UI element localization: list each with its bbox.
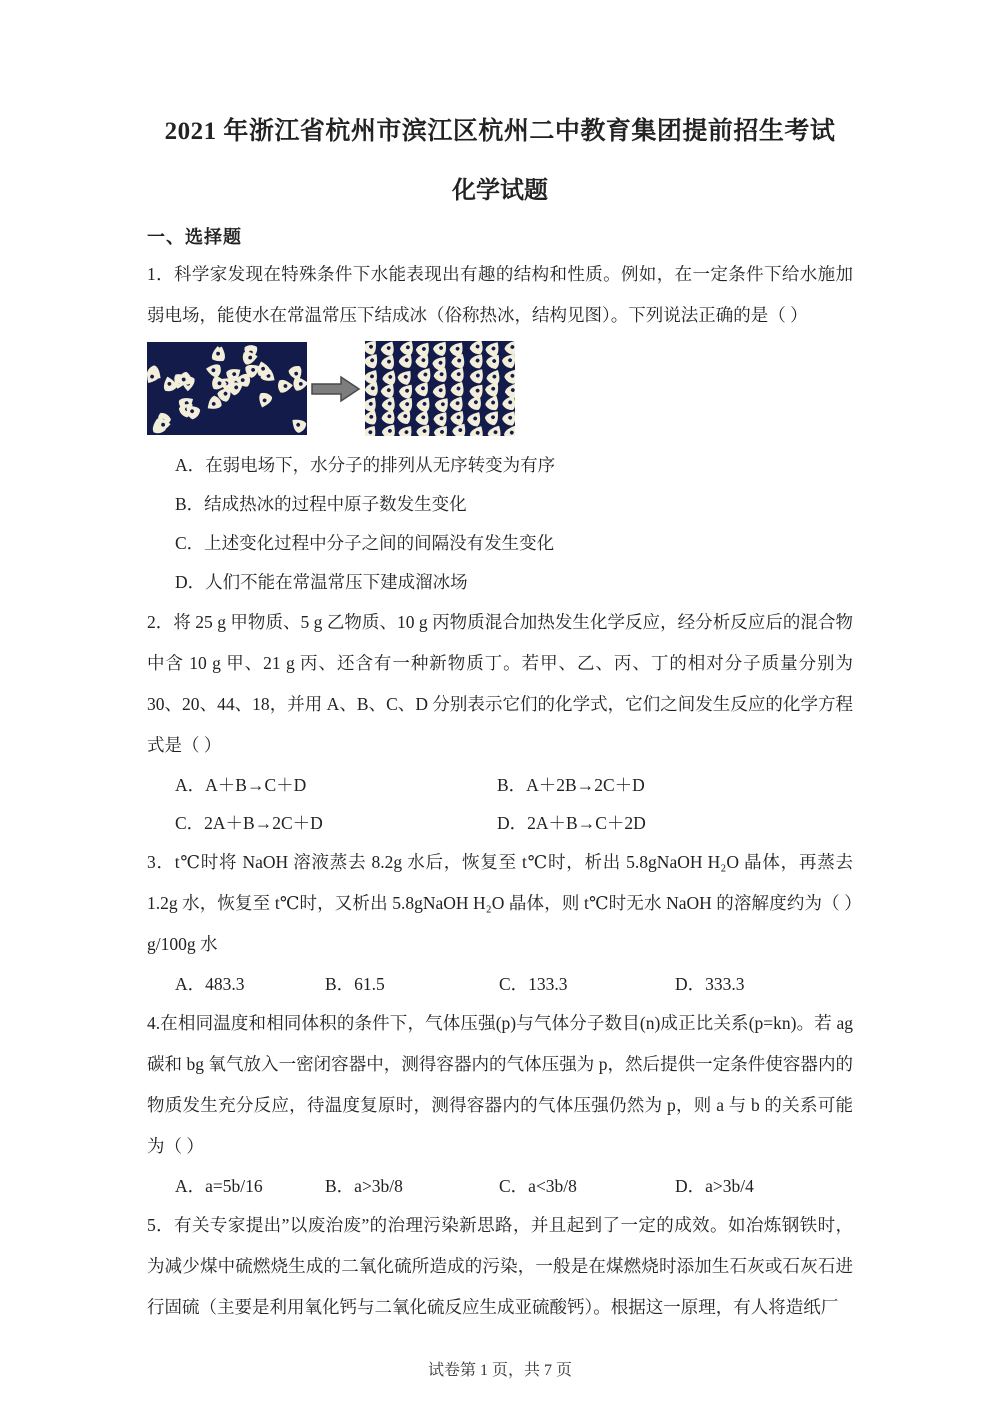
hot-ice-before-image [147,342,307,435]
question-2-option-a: A．A＋B→C＋D [175,775,307,795]
question-1-option-c: C．上述变化过程中分子之间的间隔没有发生变化 [175,533,555,553]
question-4-option-a: A．a=5b/16 [175,1176,263,1196]
section-header-multiple-choice: 一、选择题 [147,227,242,247]
question-4-stem: 4.在相同温度和相同体积的条件下，气体压强(p)与气体分子数目(n)成正比关系(p=kn)。若 ag 碳和 bg 氧气放入一密闭容器中，测得容器内的气体压强为 p，然后提供一定条件使容器内的物质发生充分反应，待温度复原时，测得容器内的气体压强仍然为 p，则 a 与 b 的关系可能为（ ） [147,1013,853,1156]
question-3-option-d: D．333.3 [675,974,745,994]
question-1-stem: 1．科学家发现在特殊条件下水能表现出有趣的结构和性质。例如，在一定条件下给水施加弱电场，能使水在常温常压下结成冰（俗称热冰，结构见图）。下列说法正确的是（ ） [147,264,853,325]
question-5-stem: 5．有关专家提出”以废治废”的治理污染新思路，并且起到了一定的成效。如冶炼钢铁时，为减少煤中硫燃烧生成的二氧化硫所造成的污染，一般是在煤燃烧时添加生石灰或石灰石进行固硫（主要是利用氧化钙与二氧化硫反应生成亚硫酸钙）。根据这一原理，有人将造纸厂 [147,1215,853,1317]
hot-ice-after-image [365,341,515,436]
question-2-option-b: B．A＋2B→2C＋D [497,775,645,795]
question-3-option-a: A．483.3 [175,974,245,994]
question-3-option-b: B．61.5 [325,974,385,994]
question-3-options [147,965,853,1003]
transform-arrow-icon [311,374,361,404]
question-3-stem: 3．t℃时将 NaOH 溶液蒸去 8.2g 水后，恢复至 t℃时，析出 5.8gNaOH H₂O 晶体，再蒸去 1.2g 水，恢复至 t℃时，又析出 5.8gNaOH H₂O 晶体，则 t℃时无水 NaOH 的溶解度约为（ ）g/100g 水 [147,852,853,954]
question-3-option-c: C．133.3 [499,974,568,994]
question-1-options [147,446,853,602]
exam-page [147,0,853,1328]
question-2-option-c: C．2A＋B→2C＋D [175,813,323,833]
question-4-option-b: B．a>3b/8 [325,1176,403,1196]
hot-ice-figure [147,341,853,436]
question-2-options [147,766,853,842]
question-2-option-d: D．2A＋B→C＋2D [497,813,646,833]
question-4-option-d: D．a>3b/4 [675,1176,754,1196]
question-1-option-b: B．结成热冰的过程中原子数发生变化 [175,494,467,514]
exam-subtitle: 化学试题 [452,178,548,204]
question-4-options [147,1167,853,1205]
exam-title: 2021 年浙江省杭州市滨江区杭州二中教育集团提前招生考试 [164,118,836,145]
question-4-option-c: C．a<3b/8 [499,1176,577,1196]
question-1-option-d: D．人们不能在常温常压下建成溜冰场 [175,572,468,592]
question-1-option-a: A．在弱电场下，水分子的排列从无序转变为有序 [175,455,556,475]
question-2-stem: 2．将 25 g 甲物质、5 g 乙物质、10 g 丙物质混合加热发生化学反应，经分析反应后的混合物中含 10 g 甲、21 g 丙、还含有一种新物质丁。若甲、乙、丙、丁的相对分子质量分别为 30、20、44、18，并用 A、B、C、D 分别表示它们的化学式，它们之间发生反应的化学方程式是（ ） [147,612,853,755]
page-footer: 试卷第 1 页，共 7 页 [427,1362,572,1379]
